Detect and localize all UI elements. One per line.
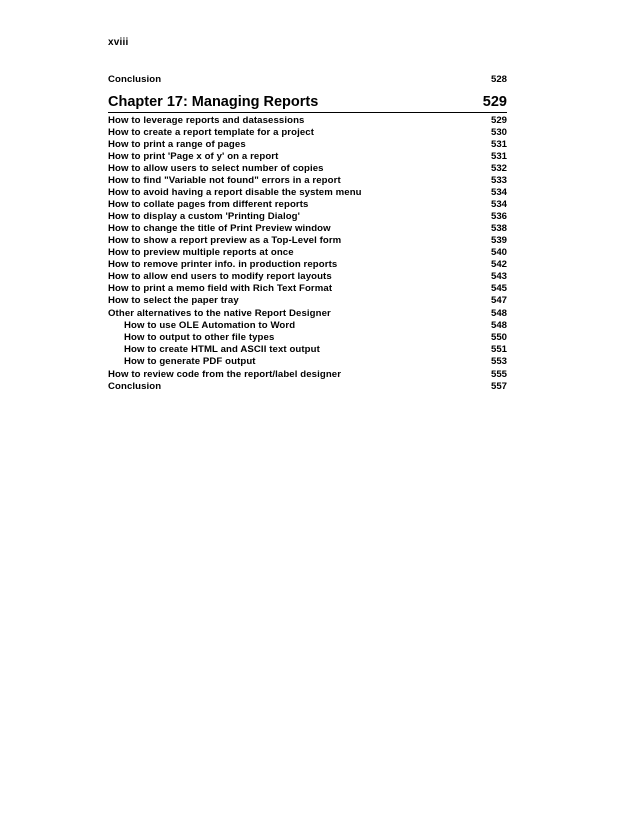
toc-entry — [108, 381, 507, 393]
toc-entry — [108, 199, 507, 211]
toc-entry-prev-conclusion — [108, 74, 507, 86]
toc-entry-page: 555 — [490, 369, 507, 380]
toc-entry — [108, 163, 507, 175]
toc-entry — [108, 247, 507, 259]
toc-entry-label: How to display a custom 'Printing Dialog' — [108, 211, 301, 222]
toc-entry-page: 540 — [490, 247, 507, 258]
toc-entry-label: How to use OLE Automation to Word — [124, 320, 296, 331]
toc-entry-label: How to allow end users to modify report layouts — [108, 271, 332, 282]
toc-entry-page: 528 — [490, 74, 507, 85]
toc-entry-page: 534 — [490, 199, 507, 210]
toc-entry — [108, 115, 507, 127]
toc-entry-page: 557 — [490, 381, 507, 392]
toc-entry — [108, 151, 507, 163]
toc-entry-label: How to allow users to select number of copies — [108, 163, 324, 174]
toc-entry-page: 543 — [490, 271, 507, 282]
toc-entry — [108, 295, 507, 307]
toc-entry-page: 548 — [490, 308, 507, 319]
page-number: xviii — [108, 37, 129, 48]
toc-entry-label: How to create HTML and ASCII text output — [124, 344, 320, 355]
toc-entry-page: 545 — [490, 283, 507, 294]
toc-entry-label: Conclusion — [108, 74, 162, 85]
toc-entry-page: 542 — [490, 259, 507, 270]
toc-entry-page: 530 — [490, 127, 507, 138]
toc-entry — [108, 235, 507, 247]
toc-entry — [108, 271, 507, 283]
toc-entry-page: 531 — [490, 139, 507, 150]
toc-entry-page: 551 — [490, 344, 507, 355]
toc-entry-label: How to output to other file types — [124, 332, 275, 343]
toc-entry-page: 550 — [490, 332, 507, 343]
toc-entry-page: 532 — [490, 163, 507, 174]
toc-entry-label: Other alternatives to the native Report Designer — [108, 308, 331, 319]
toc-entry-label: How to generate PDF output — [124, 356, 256, 367]
toc-entry-page: 536 — [490, 211, 507, 222]
toc-subentry — [108, 344, 507, 356]
toc-entry-label: How to select the paper tray — [108, 295, 239, 306]
toc-entry — [108, 308, 507, 320]
toc-entry-page: 538 — [490, 223, 507, 234]
toc-entry — [108, 175, 507, 187]
toc-entry-label: How to create a report template for a project — [108, 127, 315, 138]
toc-entry-label: How to leverage reports and datasessions — [108, 115, 305, 126]
toc-entry-page: 548 — [490, 320, 507, 331]
toc-entry-page: 533 — [490, 175, 507, 186]
chapter-page: 529 — [482, 94, 507, 110]
toc-entry-label: How to review code from the report/label designer — [108, 369, 342, 380]
toc-entry — [108, 369, 507, 381]
toc-entry-label: How to collate pages from different reports — [108, 199, 309, 210]
toc-entry — [108, 283, 507, 295]
toc-entry — [108, 139, 507, 151]
toc-entry-page: 539 — [490, 235, 507, 246]
toc-subentry — [108, 332, 507, 344]
toc-subentry — [108, 356, 507, 368]
toc-entry — [108, 223, 507, 235]
toc-entry-page: 531 — [490, 151, 507, 162]
toc-entry-label: How to find "Variable not found" errors in a report — [108, 175, 341, 186]
toc-entry-label: Conclusion — [108, 381, 162, 392]
toc-entry-label: How to preview multiple reports at once — [108, 247, 294, 258]
toc-entry — [108, 211, 507, 223]
toc-entry — [108, 127, 507, 139]
chapter-heading — [108, 94, 507, 113]
chapter-title: Chapter 17: Managing Reports — [108, 94, 319, 110]
toc-subentry — [108, 320, 507, 332]
toc-entry — [108, 259, 507, 271]
toc-entry-label: How to remove printer info. in production reports — [108, 259, 338, 270]
toc-entry-label: How to show a report preview as a Top-Level form — [108, 235, 342, 246]
toc-entry-label: How to avoid having a report disable the system menu — [108, 187, 362, 198]
toc-entry-page: 534 — [490, 187, 507, 198]
toc-entry-page: 553 — [490, 356, 507, 367]
toc-entry-label: How to print 'Page x of y' on a report — [108, 151, 279, 162]
toc-entry-page: 529 — [490, 115, 507, 126]
toc-entry — [108, 187, 507, 199]
toc-entry-label: How to print a range of pages — [108, 139, 246, 150]
toc-entry-page: 547 — [490, 295, 507, 306]
toc-entry-label: How to print a memo field with Rich Text Format — [108, 283, 333, 294]
toc-entry-label: How to change the title of Print Preview window — [108, 223, 331, 234]
